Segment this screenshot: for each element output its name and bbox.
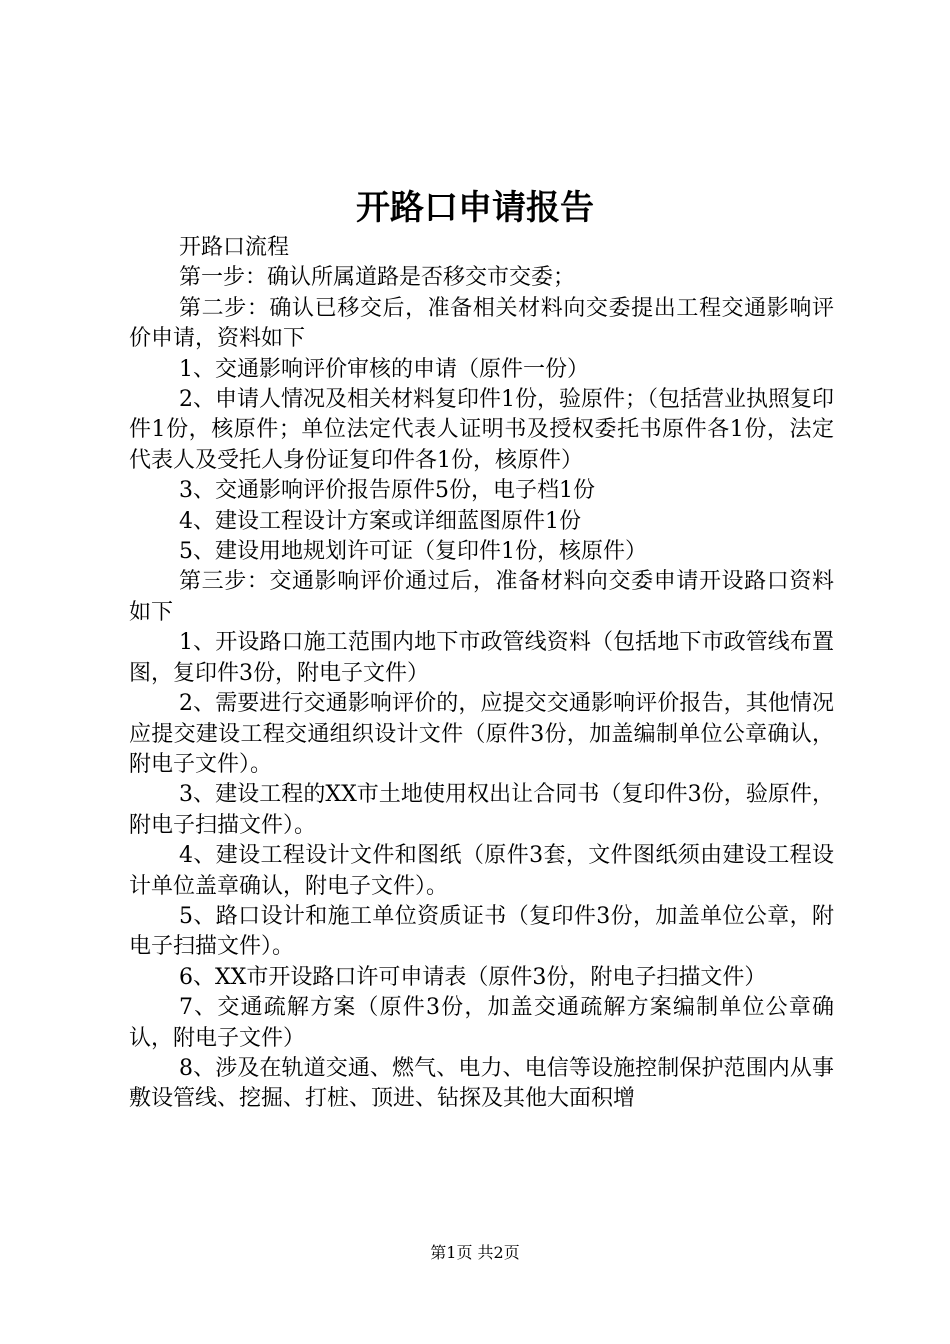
paragraph-step-two-item-4: 4、建设工程设计方案或详细蓝图原件1份 bbox=[179, 508, 581, 534]
page-indicator: 第1页 共2页 bbox=[430, 1243, 520, 1262]
paragraph-step-two-item-2: 2、申请人情况及相关材料复印件1份，验原件；（包括营业执照复印件1份，核原件；单位法定代表人证明书及授权委托书原件各1份，法定代表人及受托人身份证复印件各1份，核原件） bbox=[129, 387, 834, 473]
document-title: 开路口申请报告 bbox=[356, 188, 594, 228]
paragraph-step-three-item-1: 1、开设路口施工范围内地下市政管线资料（包括地下市政管线布置图，复印件3份，附电子文件） bbox=[129, 630, 834, 686]
paragraph-step-three-item-5: 5、路口设计和施工单位资质证书（复印件3份，加盖单位公章，附电子扫描文件）。 bbox=[129, 903, 834, 960]
paragraph-step-three-item-7: 7、交通疏解方案（原件3份，加盖交通疏解方案编制单位公章确认，附电子文件） bbox=[129, 995, 834, 1051]
paragraph-process-heading: 开路口流程 bbox=[179, 235, 290, 260]
document-body bbox=[129, 233, 834, 1115]
paragraph-step-two: 第二步：确认已移交后，准备相关材料向交委提出工程交通影响评价申请，资料如下 bbox=[129, 295, 834, 352]
paragraph-step-three-item-4: 4、建设工程设计文件和图纸（原件3套，文件图纸须由建设工程设计单位盖章确认，附电子文件）。 bbox=[129, 843, 834, 899]
paragraph-step-two-item-1: 1、交通影响评价审核的申请（原件一份） bbox=[179, 356, 589, 382]
paragraph-step-two-item-5: 5、建设用地规划许可证（复印件1份，核原件） bbox=[179, 539, 647, 565]
paragraph-step-three-item-3: 3、建设工程的XX市土地使用权出让合同书（复印件3份，验原件，附电子扫描文件）。 bbox=[129, 782, 834, 838]
paragraph-step-two-item-3: 3、交通影响评价报告原件5份，电子档1份 bbox=[179, 478, 595, 504]
paragraph-step-three-item-6: 6、XX市开设路口许可申请表（原件3份，附电子扫描文件） bbox=[179, 964, 767, 990]
paragraph-step-three-item-8: 8、涉及在轨道交通、燃气、电力、电信等设施控制保护范围内从事敷设管线、挖掘、打桩、顶进、钻探及其他大面积增 bbox=[129, 1055, 834, 1112]
paragraph-step-three: 第三步：交通影响评价通过后，准备材料向交委申请开设路口资料如下 bbox=[129, 569, 834, 625]
paragraph-step-three-item-2: 2、需要进行交通影响评价的，应提交交通影响评价报告，其他情况应提交建设工程交通组织设计文件（原件3份，加盖编制单位公章确认，附电子文件）。 bbox=[129, 691, 834, 777]
paragraph-step-one: 第一步：确认所属道路是否移交市交委； bbox=[179, 265, 576, 291]
